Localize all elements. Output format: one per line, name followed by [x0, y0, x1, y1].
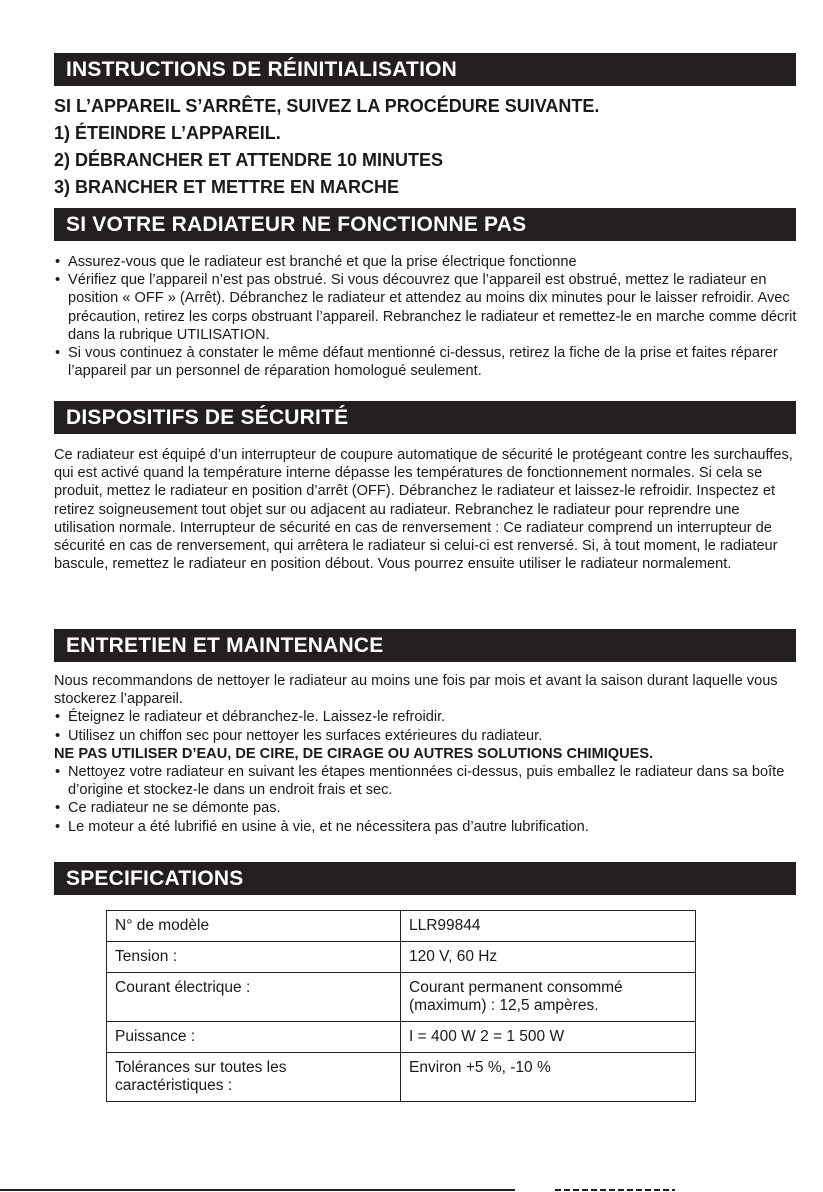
bullet-icon: • [55, 254, 61, 270]
troubleshoot-item: • Si vous continuez à constater le même défaut mentionné ci-dessus, retirez la fiche de la prise et faites réparer l’appareil par un personnel de réparation homologué seulement. [55, 345, 778, 380]
spec-label: Courant électrique : [107, 973, 401, 1022]
spec-value: 120 V, 60 Hz [401, 942, 696, 973]
table-row [107, 911, 696, 942]
reset-step-1: 1) ÉTEINDRE L’APPAREIL. [54, 123, 281, 143]
spec-value: I = 400 W 2 = 1 500 W [401, 1022, 696, 1053]
spec-value: Courant permanent consommé (maximum) : 12,5 ampères. [401, 973, 696, 1022]
safety-paragraph: Ce radiateur est équipé d’un interrupteur de coupure automatique de sécurité le protégeant contre les surchauffes, qui est activé quand la température interne dépasse les températures de fonctionnement normales. Si cela se produit, mettez le radiateur en position d’arrêt (OFF). Débranchez le radiateur et laissez-le refroidir. Inspectez et retirez soigneusement tout objet sur ou adjacent au radiateur. Rebranchez le radiateur pour reprendre une utilisation normale. Interrupteur de sécurité en cas de renversement : Ce radiateur comprend un interrupteur de sécurité en cas de renversement, qui arrêtera le radiateur si celui-ci est renversé. Si, à tout moment, le radiateur bascule, remettez le radiateur en position débout. Vous pourrez ensuite utiliser le radiateur normalement. [54, 447, 793, 573]
reset-steps [54, 93, 599, 201]
bullet-icon: • [55, 272, 61, 289]
table-row [107, 1053, 696, 1102]
table-row [107, 942, 696, 973]
section-header-troubleshoot: SI VOTRE RADIATEUR NE FONCTIONNE PAS [54, 208, 796, 241]
spec-value: Environ +5 %, -10 % [401, 1053, 696, 1102]
maintenance-item: • Le moteur a été lubrifié en usine à vie, et ne nécessitera pas d’autre lubrification. [55, 818, 589, 835]
troubleshoot-item: • Assurez-vous que le radiateur est branché et que la prise électrique fonctionne [55, 254, 577, 270]
spec-value: LLR99844 [401, 911, 696, 942]
table-row [107, 973, 696, 1022]
spec-label: Tolérances sur toutes les caractéristiques : [107, 1053, 401, 1102]
footer-mark [555, 1189, 675, 1191]
section-header-maintenance: ENTRETIEN ET MAINTENANCE [54, 629, 796, 662]
table-row [107, 1022, 696, 1053]
bullet-icon: • [55, 764, 61, 781]
maintenance-item: • Éteignez le radiateur et débranchez-le. Laissez-le refroidir. [55, 709, 446, 726]
section-header-safety: DISPOSITIFS DE SÉCURITÉ [54, 401, 796, 434]
troubleshoot-list [54, 253, 799, 380]
troubleshoot-item: • Vérifiez que l’appareil n’est pas obstrué. Si vous découvrez que l’appareil est obstrué, mettez le radiateur en position « OFF » (Arrêt). Débranchez le radiateur et attendez au moins dix minutes pour le laisser refroidir. Avec précaution, retirez les corps obstruant l’appareil. Rebranchez le radiateur et remettez-le en marche comme décrit dans la rubrique UTILISATION. [55, 272, 797, 343]
maintenance-warning: NE PAS UTILISER D’EAU, DE CIRE, DE CIRAGE OU AUTRES SOLUTIONS CHIMIQUES. [54, 745, 654, 762]
reset-step-3: 3) BRANCHER ET METTRE EN MARCHE [54, 177, 400, 197]
maintenance-text [54, 672, 799, 836]
bullet-icon: • [55, 345, 61, 362]
maintenance-item: • Nettoyez votre radiateur en suivant les étapes mentionnées ci-dessus, puis emballez le radiateur dans sa boîte d’origine et stockez-le dans un endroit frais et sec. [55, 764, 785, 799]
bullet-icon: • [55, 818, 61, 835]
spec-label: Puissance : [107, 1022, 401, 1053]
maintenance-item: • Ce radiateur ne se démonte pas. [55, 800, 281, 817]
maintenance-intro: Nous recommandons de nettoyer le radiateur au moins une fois par mois et avant la saison durant laquelle vous stockerez l’appareil. [54, 673, 778, 708]
safety-text [54, 446, 799, 573]
reset-step-2: 2) DÉBRANCHER ET ATTENDRE 10 MINUTES [54, 150, 444, 170]
reset-step-intro: SI L’APPAREIL S’ARRÊTE, SUIVEZ LA PROCÉDURE SUIVANTE. [54, 96, 600, 116]
bullet-icon: • [55, 727, 61, 744]
maintenance-item: • Utilisez un chiffon sec pour nettoyer les surfaces extérieures du radiateur. [55, 727, 543, 744]
footer-rule [0, 1189, 515, 1191]
specs-table [106, 910, 696, 1102]
spec-label: N° de modèle [107, 911, 401, 942]
bullet-icon: • [55, 709, 61, 726]
spec-label: Tension : [107, 942, 401, 973]
bullet-icon: • [55, 800, 61, 817]
section-header-specs: SPECIFICATIONS [54, 862, 796, 895]
section-header-reset: INSTRUCTIONS DE RÉINITIALISATION [54, 53, 796, 86]
